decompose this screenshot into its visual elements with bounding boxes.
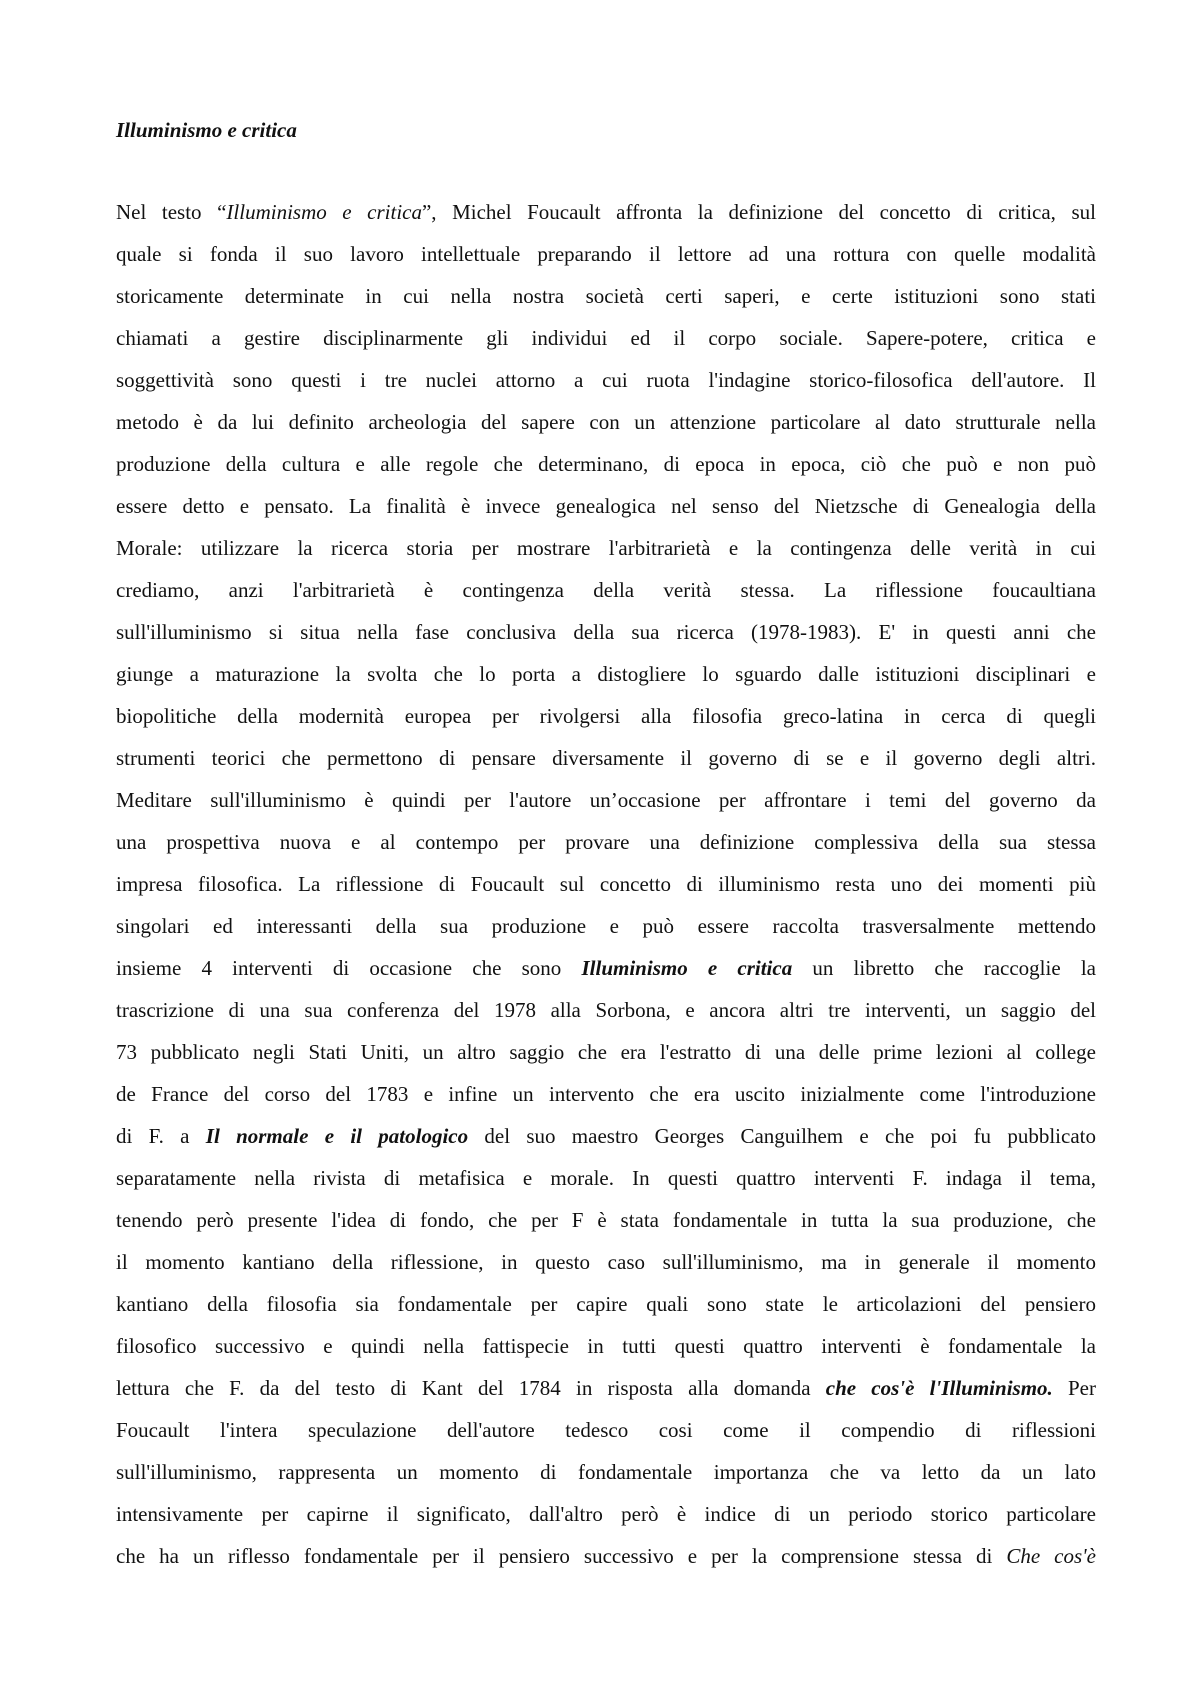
text-segment: Nel testo “: [116, 200, 227, 224]
text-line: [116, 1416, 1096, 1458]
text-segment: separatamente nella rivista di metafisica e morale. In questi quattro interventi F. indaga il tema,: [116, 1166, 1096, 1190]
text-line: [116, 1038, 1096, 1080]
text-line: [116, 1080, 1096, 1122]
text-line: [116, 1500, 1096, 1542]
text-segment: biopolitiche della modernità europea per rivolgersi alla filosofia greco-latina in cerca di quegli: [116, 704, 1096, 728]
text-line: [116, 996, 1096, 1038]
text-line: [116, 618, 1096, 660]
text-line: [116, 576, 1096, 618]
text-segment: impresa filosofica. La riflessione di Foucault sul concetto di illuminismo resta uno dei momenti più: [116, 872, 1096, 896]
text-segment: kantiano della filosofia sia fondamentale per capire quali sono state le articolazioni del pensiero: [116, 1292, 1096, 1316]
text-line: [116, 282, 1096, 324]
bold-italic-title-reference: Illuminismo e critica: [581, 956, 793, 980]
text-segment: di F. a: [116, 1124, 206, 1148]
text-line: [116, 408, 1096, 450]
text-line: [116, 198, 1096, 240]
text-line: [116, 786, 1096, 828]
text-line: [116, 450, 1096, 492]
text-line: [116, 1122, 1096, 1164]
text-line: [116, 1374, 1096, 1416]
text-segment: insieme 4 interventi di occasione che sono: [116, 956, 582, 980]
text-line: [116, 912, 1096, 954]
text-segment: Per: [1052, 1376, 1096, 1400]
text-segment: Meditare sull'illuminismo è quindi per l'autore un’occasione per affrontare i temi del governo da: [116, 788, 1096, 812]
text-line: [116, 660, 1096, 702]
body-paragraph: [116, 198, 1096, 1584]
italic-title-reference: Illuminismo e critica: [226, 200, 422, 224]
text-segment: del suo maestro Georges Canguilhem e che poi fu pubblicato: [468, 1124, 1096, 1148]
text-segment: il momento kantiano della riflessione, in questo caso sull'illuminismo, ma in generale il momento: [116, 1250, 1096, 1274]
text-line: [116, 324, 1096, 366]
text-line: [116, 492, 1096, 534]
text-line: [116, 1290, 1096, 1332]
text-line: [116, 1164, 1096, 1206]
text-segment: un libretto che raccoglie la: [792, 956, 1096, 980]
text-segment: essere detto e pensato. La finalità è invece genealogica nel senso del Nietzsche di Genealogia della: [116, 494, 1096, 518]
text-segment: Foucault l'intera speculazione dell'autore tedesco cosi come il compendio di riflessioni: [116, 1418, 1096, 1442]
text-line: [116, 1542, 1096, 1584]
text-line: [116, 240, 1096, 282]
text-segment: soggettività sono questi i tre nuclei attorno a cui ruota l'indagine storico-filosofica dell'autore. Il: [116, 368, 1096, 392]
text-segment: metodo è da lui definito archeologia del sapere con un attenzione particolare al dato strutturale nella: [116, 410, 1096, 434]
text-line: [116, 744, 1096, 786]
text-segment: sull'illuminismo si situa nella fase conclusiva della sua ricerca (1978-1983). E' in questi anni che: [116, 620, 1096, 644]
text-segment: crediamo, anzi l'arbitrarietà è contingenza della verità stessa. La riflessione foucaultiana: [116, 578, 1096, 602]
text-segment: quale si fonda il suo lavoro intellettuale preparando il lettore ad una rottura con quelle modalità: [116, 242, 1096, 266]
bold-italic-title-reference: Il normale e il patologico: [205, 1124, 469, 1148]
text-line: [116, 366, 1096, 408]
text-line: [116, 870, 1096, 912]
text-segment: 73 pubblicato negli Stati Uniti, un altro saggio che era l'estratto di una delle prime lezioni al college: [116, 1040, 1096, 1064]
text-segment: ”, Michel Foucault affronta la definizione del concetto di critica, sul: [421, 200, 1096, 224]
text-segment: sull'illuminismo, rappresenta un momento di fondamentale importanza che va letto da un lato: [116, 1460, 1096, 1484]
text-segment: strumenti teorici che permettono di pensare diversamente il governo di se e il governo degli altri.: [116, 746, 1096, 770]
text-line: [116, 534, 1096, 576]
text-segment: Morale: utilizzare la ricerca storia per mostrare l'arbitrarietà e la contingenza delle verità in cui: [116, 536, 1096, 560]
text-segment: tenendo però presente l'idea di fondo, che per F è stata fondamentale in tutta la sua produzione, che: [116, 1208, 1096, 1232]
text-line: [116, 702, 1096, 744]
text-segment: chiamati a gestire disciplinarmente gli individui ed il corpo sociale. Sapere-potere, critica e: [116, 326, 1096, 350]
text-segment: singolari ed interessanti della sua produzione e può essere raccolta trasversalmente mettendo: [116, 914, 1096, 938]
text-segment: storicamente determinate in cui nella nostra società certi saperi, e certe istituzioni sono stati: [116, 284, 1096, 308]
text-segment: una prospettiva nuova e al contempo per provare una definizione complessiva della sua stessa: [116, 830, 1096, 854]
text-segment: lettura che F. da del testo di Kant del 1784 in risposta alla domanda: [116, 1376, 826, 1400]
text-line: [116, 1458, 1096, 1500]
text-segment: produzione della cultura e alle regole che determinano, di epoca in epoca, ciò che può e non può: [116, 452, 1096, 476]
document-title: Illuminismo e critica: [116, 118, 297, 142]
text-line: [116, 1248, 1096, 1290]
text-line: [116, 828, 1096, 870]
text-segment: filosofico successivo e quindi nella fattispecie in tutti questi quattro interventi è fondamentale la: [116, 1334, 1096, 1358]
text-line: [116, 954, 1096, 996]
text-segment: giunge a maturazione la svolta che lo porta a distogliere lo sguardo dalle istituzioni disciplinari e: [116, 662, 1096, 686]
text-segment: che ha un riflesso fondamentale per il pensiero successivo e per la comprensione stessa di: [116, 1544, 1007, 1568]
text-segment: de France del corso del 1783 e infine un intervento che era uscito inizialmente come l'introduzione: [116, 1082, 1096, 1106]
text-segment: intensivamente per capirne il significato, dall'altro però è indice di un periodo storico particolare: [116, 1502, 1096, 1526]
text-segment: trascrizione di una sua conferenza del 1978 alla Sorbona, e ancora altri tre interventi, un saggio del: [116, 998, 1096, 1022]
text-line: [116, 1332, 1096, 1374]
text-line: [116, 1206, 1096, 1248]
bold-italic-title-reference: che cos'è l'Illuminismo.: [825, 1376, 1053, 1400]
italic-title-reference: Che cos'è: [1006, 1544, 1096, 1568]
